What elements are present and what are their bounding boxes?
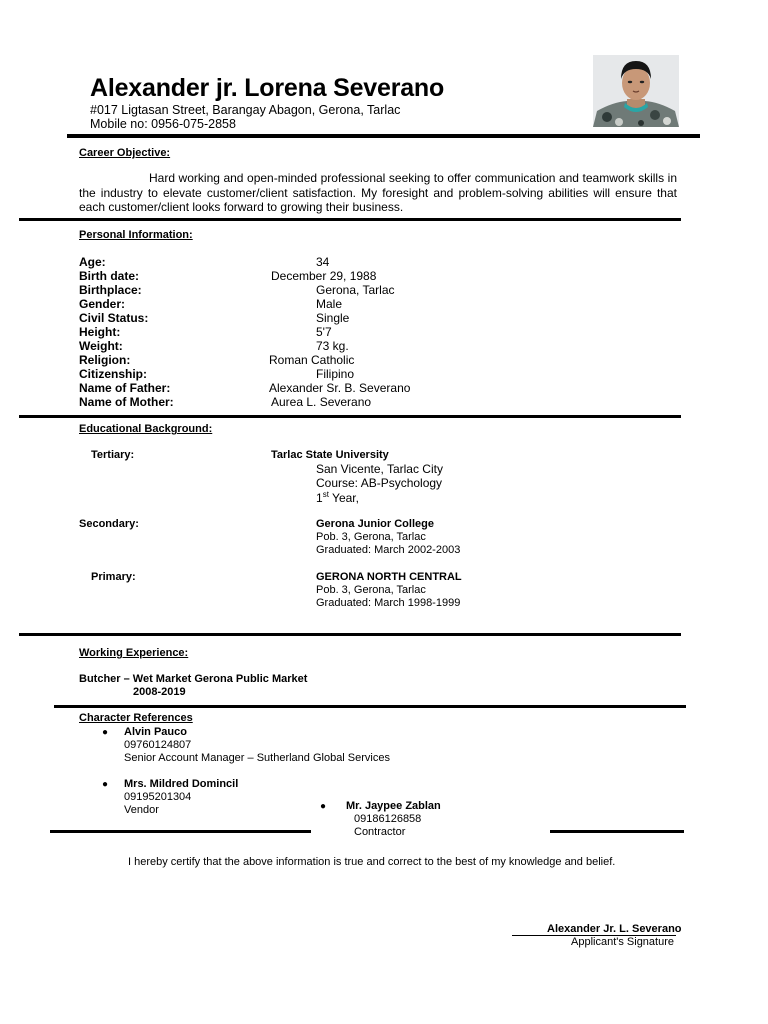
citizenship-label: Citizenship: [79,367,147,381]
references-divider-right [550,830,684,833]
tertiary-year-number: 1 [316,491,323,505]
mobile-number: Mobile no: 0956-075-2858 [90,117,236,131]
career-objective-text [79,171,677,215]
secondary-place: Pob. 3, Gerona, Tarlac [316,531,426,543]
applicant-name: Alexander jr. Lorena Severano [90,74,445,102]
height-label: Height: [79,325,121,339]
reference-3-phone: 09186126858 [354,813,422,825]
work-years: 2008-2019 [133,686,186,698]
applicant-photo [593,55,679,127]
secondary-graduated: Graduated: March 2002-2003 [316,544,461,556]
civil-status-value: Single [316,311,350,325]
address: #017 Ligtasan Street, Barangay Abagon, Gerona, Tarlac [90,103,401,117]
work-title: Butcher – Wet Market Gerona Public Market [79,673,308,685]
birth-date-value: December 29, 1988 [271,269,377,283]
certification-statement: I hereby certify that the above information is true and correct to the best of my knowledge and belief. [128,856,616,868]
primary-label: Primary: [91,571,136,583]
reference-bullet: ● [102,779,109,790]
work-divider [54,705,686,708]
civil-status-label: Civil Status: [79,311,149,325]
weight-value: 73 kg. [316,339,349,353]
religion-value: Roman Catholic [269,353,355,367]
reference-2-name: Mrs. Mildred Domincil [124,778,239,790]
career-divider [19,218,681,221]
tertiary-place: San Vicente, Tarlac City [316,462,443,476]
primary-graduated: Graduated: March 1998-1999 [316,597,461,609]
signature-caption: Applicant's Signature [571,936,674,948]
age-value: 34 [316,255,330,269]
reference-bullet: ● [320,801,327,812]
education-heading: Educational Background: [79,423,213,435]
father-name-label: Name of Father: [79,381,171,395]
signature-name: Alexander Jr. L. Severano [547,923,682,935]
tertiary-school: Tarlac State University [271,449,389,461]
reference-2-role: Vendor [124,804,159,816]
citizenship-value: Filipino [316,367,355,381]
birthplace-label: Birthplace: [79,283,142,297]
reference-1-name: Alvin Pauco [124,726,187,738]
birthplace-value: Gerona, Tarlac [316,283,395,297]
father-name-value: Alexander Sr. B. Severano [269,381,411,395]
reference-3-name: Mr. Jaypee Zablan [346,800,441,812]
reference-2-phone: 09195201304 [124,791,192,803]
header-divider [67,134,700,138]
reference-1-role: Senior Account Manager – Sutherland Global Services [124,752,390,764]
gender-label: Gender: [79,297,126,311]
height-value: 5'7 [316,325,332,339]
reference-3-role: Contractor [354,826,406,838]
tertiary-label: Tertiary: [91,449,135,461]
religion-label: Religion: [79,353,131,367]
age-label: Age: [79,255,106,269]
work-heading: Working Experience: [79,647,189,659]
personal-info-heading: Personal Information: [79,229,193,241]
reference-bullet: ● [102,727,109,738]
mother-name-label: Name of Mother: [79,395,174,409]
primary-place: Pob. 3, Gerona, Tarlac [316,584,426,596]
gender-value: Male [316,297,343,311]
personal-divider [19,415,681,418]
career-objective-paragraph: Hard working and open-minded professional seeking to offer communication and teamwork skills in the industry to elevate customer/client satisfaction. My foresight and problem-solving abilities will ensure that each customer/client looks forward to growing their business. [79,171,677,214]
tertiary-year-suffix: st [322,490,329,499]
career-objective-heading: Career Objective: [79,147,171,159]
reference-1-phone: 09760124807 [124,739,192,751]
tertiary-year-text: Year, [328,491,359,505]
secondary-label: Secondary: [79,518,139,530]
primary-school: GERONA NORTH CENTRAL [316,571,462,583]
tertiary-course: Course: AB-Psychology [316,476,443,490]
secondary-school: Gerona Junior College [316,518,434,530]
mother-name-value: Aurea L. Severano [271,395,372,409]
references-divider-left [50,830,311,833]
education-divider [19,633,681,636]
tertiary-year [316,490,359,505]
birth-date-label: Birth date: [79,269,139,283]
weight-label: Weight: [79,339,123,353]
references-heading: Character References [79,712,193,724]
